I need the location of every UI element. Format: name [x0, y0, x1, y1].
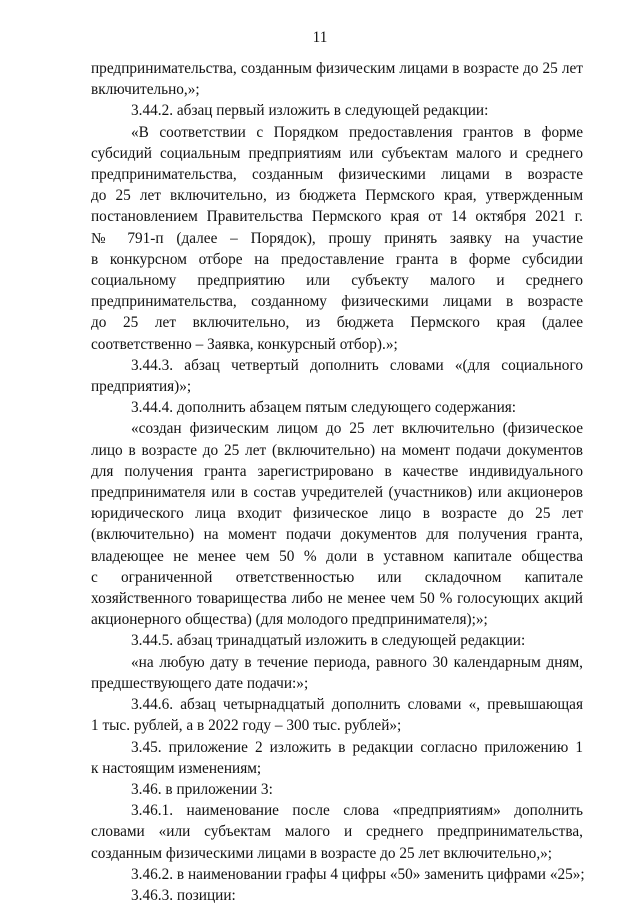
- text-line: «на любую дату в течение периода, равного 30 календарным дням,: [131, 653, 583, 671]
- text-line: предприятия)»;: [91, 378, 192, 396]
- paragraph: [91, 397, 583, 418]
- text-line: 3.45. приложение 2 изложить в редакции согласно приложению 1: [131, 738, 583, 756]
- text-line: 1 тыс. рублей, а в 2022 году – 300 тыс. рублей»;: [91, 717, 402, 735]
- text-line: до 25 лет включительно, из бюджета Пермского края, утвержденным: [91, 187, 583, 205]
- text-line: в конкурсном отборе на предоставление гранта в форме субсидии: [91, 250, 583, 268]
- text-line: с ограниченной ответственностью или складочном капитале: [91, 568, 583, 586]
- text-line: 3.44.6. абзац четырнадцатый дополнить словами «, превышающая: [131, 696, 583, 714]
- text-line: № 791-п (далее – Порядок), прошу принять заявку на участие: [91, 229, 583, 247]
- text-line: предпринимательства, созданным физическим лицами в возрасте до 25 лет: [91, 60, 583, 77]
- text-line: предпринимательства, созданному физическими лицами в возрасте: [91, 293, 583, 311]
- text-line: лицо в возрасте до 25 лет (включительно) на момент подачи документов: [91, 441, 583, 459]
- text-line: (включительно) на момент подачи документов для получения гранта,: [91, 526, 583, 544]
- text-line: владеющее не менее чем 50 % доли в уставном капитале общества: [91, 547, 583, 565]
- text-line: постановлением Правительства Пермского края от 14 октября 2021 г.: [91, 208, 583, 226]
- text-line: хозяйственного товарищества либо не менее чем 50 % голосующих акций: [91, 590, 583, 608]
- text-line: для получения гранта зарегистрировано в качестве индивидуального: [91, 462, 583, 480]
- text-line: «В соответствии с Порядком предоставления грантов в форме: [131, 123, 583, 141]
- paragraph: [91, 779, 583, 800]
- paragraph: [91, 737, 583, 779]
- text-line: словами «или субъектам малого и среднего предпринимательства,: [91, 823, 583, 841]
- text-line: 3.46. в приложении 3:: [131, 780, 273, 798]
- text-line: субсидий социальным предприятиям или субъектам малого и среднего: [91, 144, 583, 162]
- text-line: к настоящим изменениям;: [91, 759, 262, 777]
- text-line: «создан физическим лицом до 25 лет включительно (физическое: [131, 420, 583, 438]
- text-line: включительно,»;: [91, 81, 200, 99]
- text-line: 3.44.2. абзац первый изложить в следующей редакции:: [131, 102, 489, 120]
- paragraph: [91, 694, 583, 736]
- text-line: 3.46.2. в наименовании графы 4 цифры «50» заменить цифрами «25»;: [131, 865, 585, 883]
- text-line: предпринимательства, созданным физическими лицами в возрасте: [91, 166, 583, 184]
- paragraph: [91, 630, 583, 651]
- text-line: предшествующего дате подачи:»;: [91, 674, 309, 692]
- text-line: акционерного общества) (для молодого предпринимателя);»;: [91, 611, 488, 629]
- text-line: 3.44.5. абзац тринадцатый изложить в следующей редакции:: [131, 632, 526, 650]
- text-line: созданным физическими лицами в возрасте до 25 лет включительно,»;: [91, 844, 553, 862]
- text-line: 3.44.3. абзац четвертый дополнить словами «(для социального: [131, 356, 583, 374]
- text-line: соответственно – Заявка, конкурсный отбор).»;: [91, 335, 398, 353]
- paragraph: [91, 800, 583, 864]
- page-number: 11: [312, 29, 328, 46]
- paragraph: [91, 100, 583, 121]
- document-body: [91, 58, 583, 906]
- paragraph: [91, 652, 583, 694]
- paragraph: [91, 418, 583, 630]
- text-line: до 25 лет включительно, из бюджета Пермского края (далее: [91, 314, 583, 332]
- text-line: 3.46.3. позиции:: [131, 886, 236, 904]
- paragraph: [91, 58, 583, 100]
- paragraph: [91, 885, 583, 906]
- paragraph: [91, 122, 583, 355]
- paragraph: [91, 864, 583, 885]
- text-line: 3.46.1. наименование после слова «предприятиям» дополнить: [131, 802, 583, 820]
- text-line: предпринимателя или в состав учредителей (участников) или акционеров: [91, 484, 583, 502]
- text-line: социальному предприятию или субъекту малого и среднего: [91, 272, 583, 290]
- text-line: 3.44.4. дополнить абзацем пятым следующего содержания:: [131, 399, 517, 417]
- paragraph: [91, 355, 583, 397]
- text-line: юридического лица входит физическое лицо в возрасте до 25 лет: [91, 505, 583, 523]
